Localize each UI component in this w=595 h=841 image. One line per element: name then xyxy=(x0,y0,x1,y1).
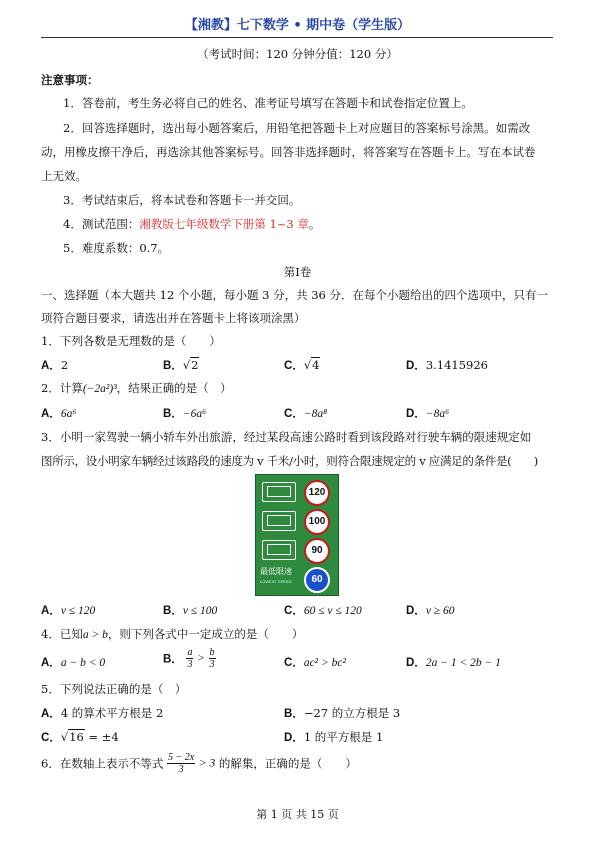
note-1: 1．答卷前，考生务必将自己的姓名、准考证号填写在答题卡和试卷指定位置上。 xyxy=(63,96,473,110)
section-title: 第Ⅰ卷 xyxy=(283,265,312,279)
sign-row-minimum xyxy=(256,564,338,592)
q2-option-d: D．−8a⁶ xyxy=(406,408,450,420)
q1-option-c: C．√4 xyxy=(284,358,320,372)
q4-option-a: A．a − b < 0 xyxy=(41,657,106,669)
note-4-suffix: 。 xyxy=(308,217,321,231)
q3-stem-line-2: 图所示，设小明家车辆经过该路段的速度为 v 千米/小时，则符合限速规定的 v 应满足的条件是( ) xyxy=(41,454,538,468)
q3-option-b: B．v ≤ 100 xyxy=(163,605,218,617)
truck-icon xyxy=(262,540,296,560)
min-speed-label: 最低限速 xyxy=(260,567,292,576)
q1-option-a: A．2 xyxy=(41,358,69,372)
note-2-line-2: 动，用橡皮擦干净后，再选涂其他答案标号。回答非选择题时，将答案写在答题卡上。写在本试卷 xyxy=(41,145,536,159)
note-4 xyxy=(63,216,320,232)
q5-stem: 5．下列说法正确的是（ ） xyxy=(41,682,187,696)
q6-stem: 6．在数轴上表示不等式 $\frac{5 - 2x}{3}$ > 3 的解集，正确的是（ ） xyxy=(41,752,357,775)
note-3: 3．考试结束后，将本试卷和答题卡一并交回。 xyxy=(63,193,301,207)
sign-row-car xyxy=(256,477,338,505)
exam-title: 【湘教】七下数学 • 期中卷（学生版） xyxy=(184,18,411,33)
fraction: $\frac{a}{3}$ xyxy=(187,647,193,670)
q2-expression: (−2a²)³ xyxy=(82,383,117,395)
q4-stem: 4．已知a > b，则下列各式中一定成立的是（ ） xyxy=(41,627,304,641)
exam-info: （考试时间：120 分钟分值：120 分） xyxy=(197,47,398,61)
q3-option-d: D．v ≥ 60 xyxy=(406,605,455,617)
sqrt-symbol: √16 xyxy=(60,730,84,744)
section-intro-line-2: 项符合题目要求，请选出并在答题卡上将该项涂黑） xyxy=(41,311,306,325)
q2-option-a: A．6a⁶ xyxy=(41,408,77,420)
note-5: 5．难度系数：0.7。 xyxy=(63,241,170,255)
q4-option-c: C．ac² > bc² xyxy=(284,657,346,669)
fraction: $\frac{b}{3}$ xyxy=(209,647,215,670)
speed-limit-90: 90 xyxy=(304,538,330,564)
q5-option-b: B．−27 的立方根是 3 xyxy=(284,706,401,720)
q1-option-b: B．√2 xyxy=(163,358,199,372)
sign-row-bus xyxy=(256,506,338,534)
q5-option-c: C．√16 = ±4 xyxy=(41,730,119,744)
note-2-line-1: 2．回答选择题时，选出每小题答案后，用铅笔把答题卡上对应题目的答案标号涂黑。如需改 xyxy=(63,121,531,135)
note-2-line-3: 上无效。 xyxy=(41,169,87,183)
sqrt-symbol: √4 xyxy=(303,358,320,372)
sign-row-truck xyxy=(256,535,338,563)
q4-option-b: B． $\frac{a}{3}$ > $\frac{b}{3}$ xyxy=(163,647,215,670)
header-divider xyxy=(41,37,553,38)
min-speed-60: 60 xyxy=(304,567,330,593)
speed-limit-120: 120 xyxy=(304,480,330,506)
q2-option-c: C．−8a⁸ xyxy=(284,408,328,420)
q3-option-c: C．60 ≤ v ≤ 120 xyxy=(284,605,362,617)
q2-option-b: B．−6a⁶ xyxy=(163,408,207,420)
page-number: 第 1 页 共 15 页 xyxy=(256,808,339,821)
q5-option-d: D．1 的平方根是 1 xyxy=(284,730,384,744)
car-icon xyxy=(262,482,296,502)
q1-stem: 1．下列各数是无理数的是（ ） xyxy=(41,334,221,348)
sqrt-symbol: √2 xyxy=(182,358,199,372)
q4-option-d: D．2a − 1 < 2b − 1 xyxy=(406,657,501,669)
notes-heading: 注意事项： xyxy=(41,73,99,87)
min-speed-label-en: LOWEST SPEED xyxy=(260,579,292,584)
note-4-range: 湘教版七年级数学下册第 1~3 章 xyxy=(139,217,309,231)
q5-option-a: A．4 的算术平方根是 2 xyxy=(41,706,164,720)
speed-limit-sign xyxy=(255,474,339,596)
section-intro-line-1: 一、选择题（本大题共 12 个小题，每小题 3 分，共 36 分．在每个小题给出的四个选项中，只有一 xyxy=(41,288,549,302)
q4-condition: a > b xyxy=(82,629,108,641)
note-4-prefix: 4．测试范围： xyxy=(63,217,140,231)
q1-option-d: D．3.1415926 xyxy=(406,358,489,372)
fraction: $\frac{5 - 2x}{3}$ xyxy=(167,752,195,775)
q3-stem-line-1: 3．小明一家驾驶一辆小轿车外出旅游，经过某段高速公路时看到该段路对行驶车辆的限速规定如 xyxy=(41,430,532,444)
q2-stem: 2．计算(−2a²)³，结果正确的是（ ） xyxy=(41,381,232,395)
bus-icon xyxy=(262,511,296,531)
speed-limit-100: 100 xyxy=(304,509,330,535)
q3-option-a: A．v ≤ 120 xyxy=(41,605,96,617)
